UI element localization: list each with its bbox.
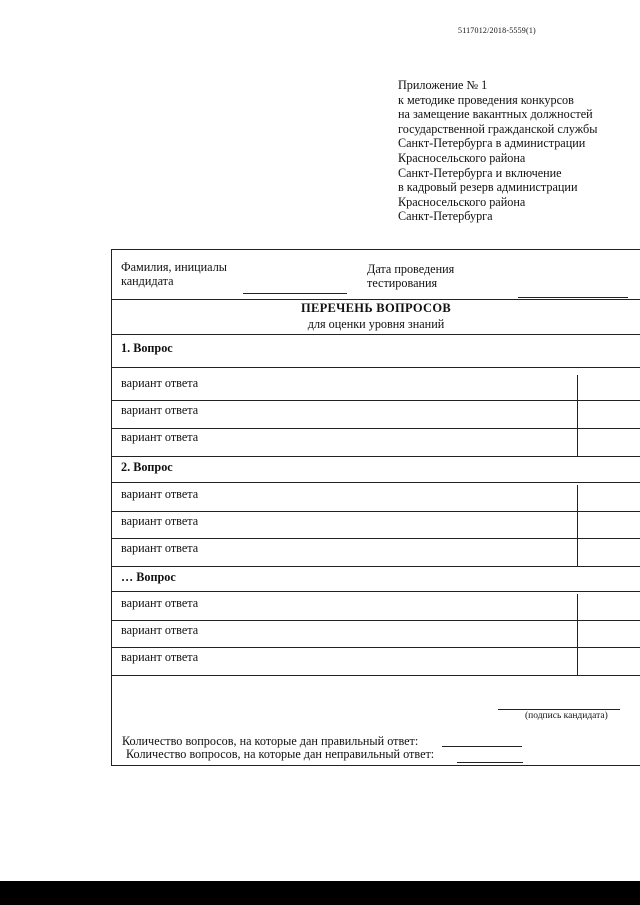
- question-form: [111, 249, 640, 766]
- question-heading: 1. Вопрос: [121, 341, 173, 355]
- answer-label: вариант ответа: [121, 487, 199, 501]
- appendix-line: Санкт-Петербурга и включение: [398, 165, 562, 180]
- appendix-line: Красносельского района: [398, 194, 526, 209]
- form-title: ПЕРЕЧЕНЬ ВОПРОСОВ: [300, 301, 452, 315]
- test-date-label: Дата проведения тестирования: [367, 262, 455, 290]
- answer-label: вариант ответа: [121, 514, 199, 528]
- answer-row[interactable]: [112, 508, 640, 535]
- appendix-line: на замещение вакантных должностей: [398, 107, 593, 122]
- answer-label: вариант ответа: [121, 650, 199, 664]
- signature-label: (подпись кандидата): [525, 711, 608, 721]
- correct-count-label: Количество вопросов, на которые дан правильный ответ:: [122, 734, 419, 748]
- answer-row[interactable]: [112, 370, 640, 397]
- answer-label: вариант ответа: [121, 623, 199, 637]
- signature-field[interactable]: [498, 709, 620, 710]
- divider: [112, 367, 640, 368]
- appendix-line: Санкт-Петербурга в администрации: [398, 136, 586, 151]
- answer-row[interactable]: [112, 397, 640, 424]
- answer-label: вариант ответа: [121, 430, 199, 444]
- incorrect-count-label: Количество вопросов, на которые дан неправильный ответ:: [126, 747, 435, 761]
- document-number: 5117012/2018-5559(1): [458, 26, 536, 35]
- answer-row[interactable]: [112, 590, 640, 617]
- answer-row[interactable]: [112, 481, 640, 508]
- answer-row[interactable]: [112, 535, 640, 562]
- candidate-label: Фамилия, инициалы кандидата: [121, 260, 227, 288]
- appendix-line: Красносельского района: [398, 150, 526, 165]
- incorrect-count-field[interactable]: [457, 762, 523, 763]
- correct-count-field[interactable]: [442, 746, 522, 747]
- divider: [112, 675, 640, 676]
- question-heading: 2. Вопрос: [121, 460, 173, 474]
- divider: [112, 456, 640, 457]
- appendix-block: [398, 78, 634, 224]
- appendix-line: Приложение № 1: [398, 78, 488, 92]
- form-subtitle: для оценки уровня знаний: [307, 317, 445, 331]
- scan-edge-bar: [0, 881, 640, 905]
- answer-label: вариант ответа: [121, 403, 199, 417]
- candidate-name-field[interactable]: [243, 293, 347, 294]
- test-date-field[interactable]: [518, 297, 628, 298]
- appendix-line: к методике проведения конкурсов: [398, 92, 574, 107]
- answer-row[interactable]: [112, 644, 640, 671]
- answer-row[interactable]: [112, 617, 640, 644]
- divider: [112, 299, 640, 300]
- appendix-line: Санкт-Петербурга: [398, 209, 493, 224]
- appendix-line: в кадровый резерв администрации: [398, 180, 578, 195]
- question-heading: … Вопрос: [121, 570, 176, 584]
- divider: [112, 334, 640, 335]
- answer-label: вариант ответа: [121, 596, 199, 610]
- appendix-line: государственной гражданской службы: [398, 121, 598, 136]
- answer-label: вариант ответа: [121, 541, 199, 555]
- answer-label: вариант ответа: [121, 376, 199, 390]
- divider: [112, 566, 640, 567]
- answer-row[interactable]: [112, 424, 640, 451]
